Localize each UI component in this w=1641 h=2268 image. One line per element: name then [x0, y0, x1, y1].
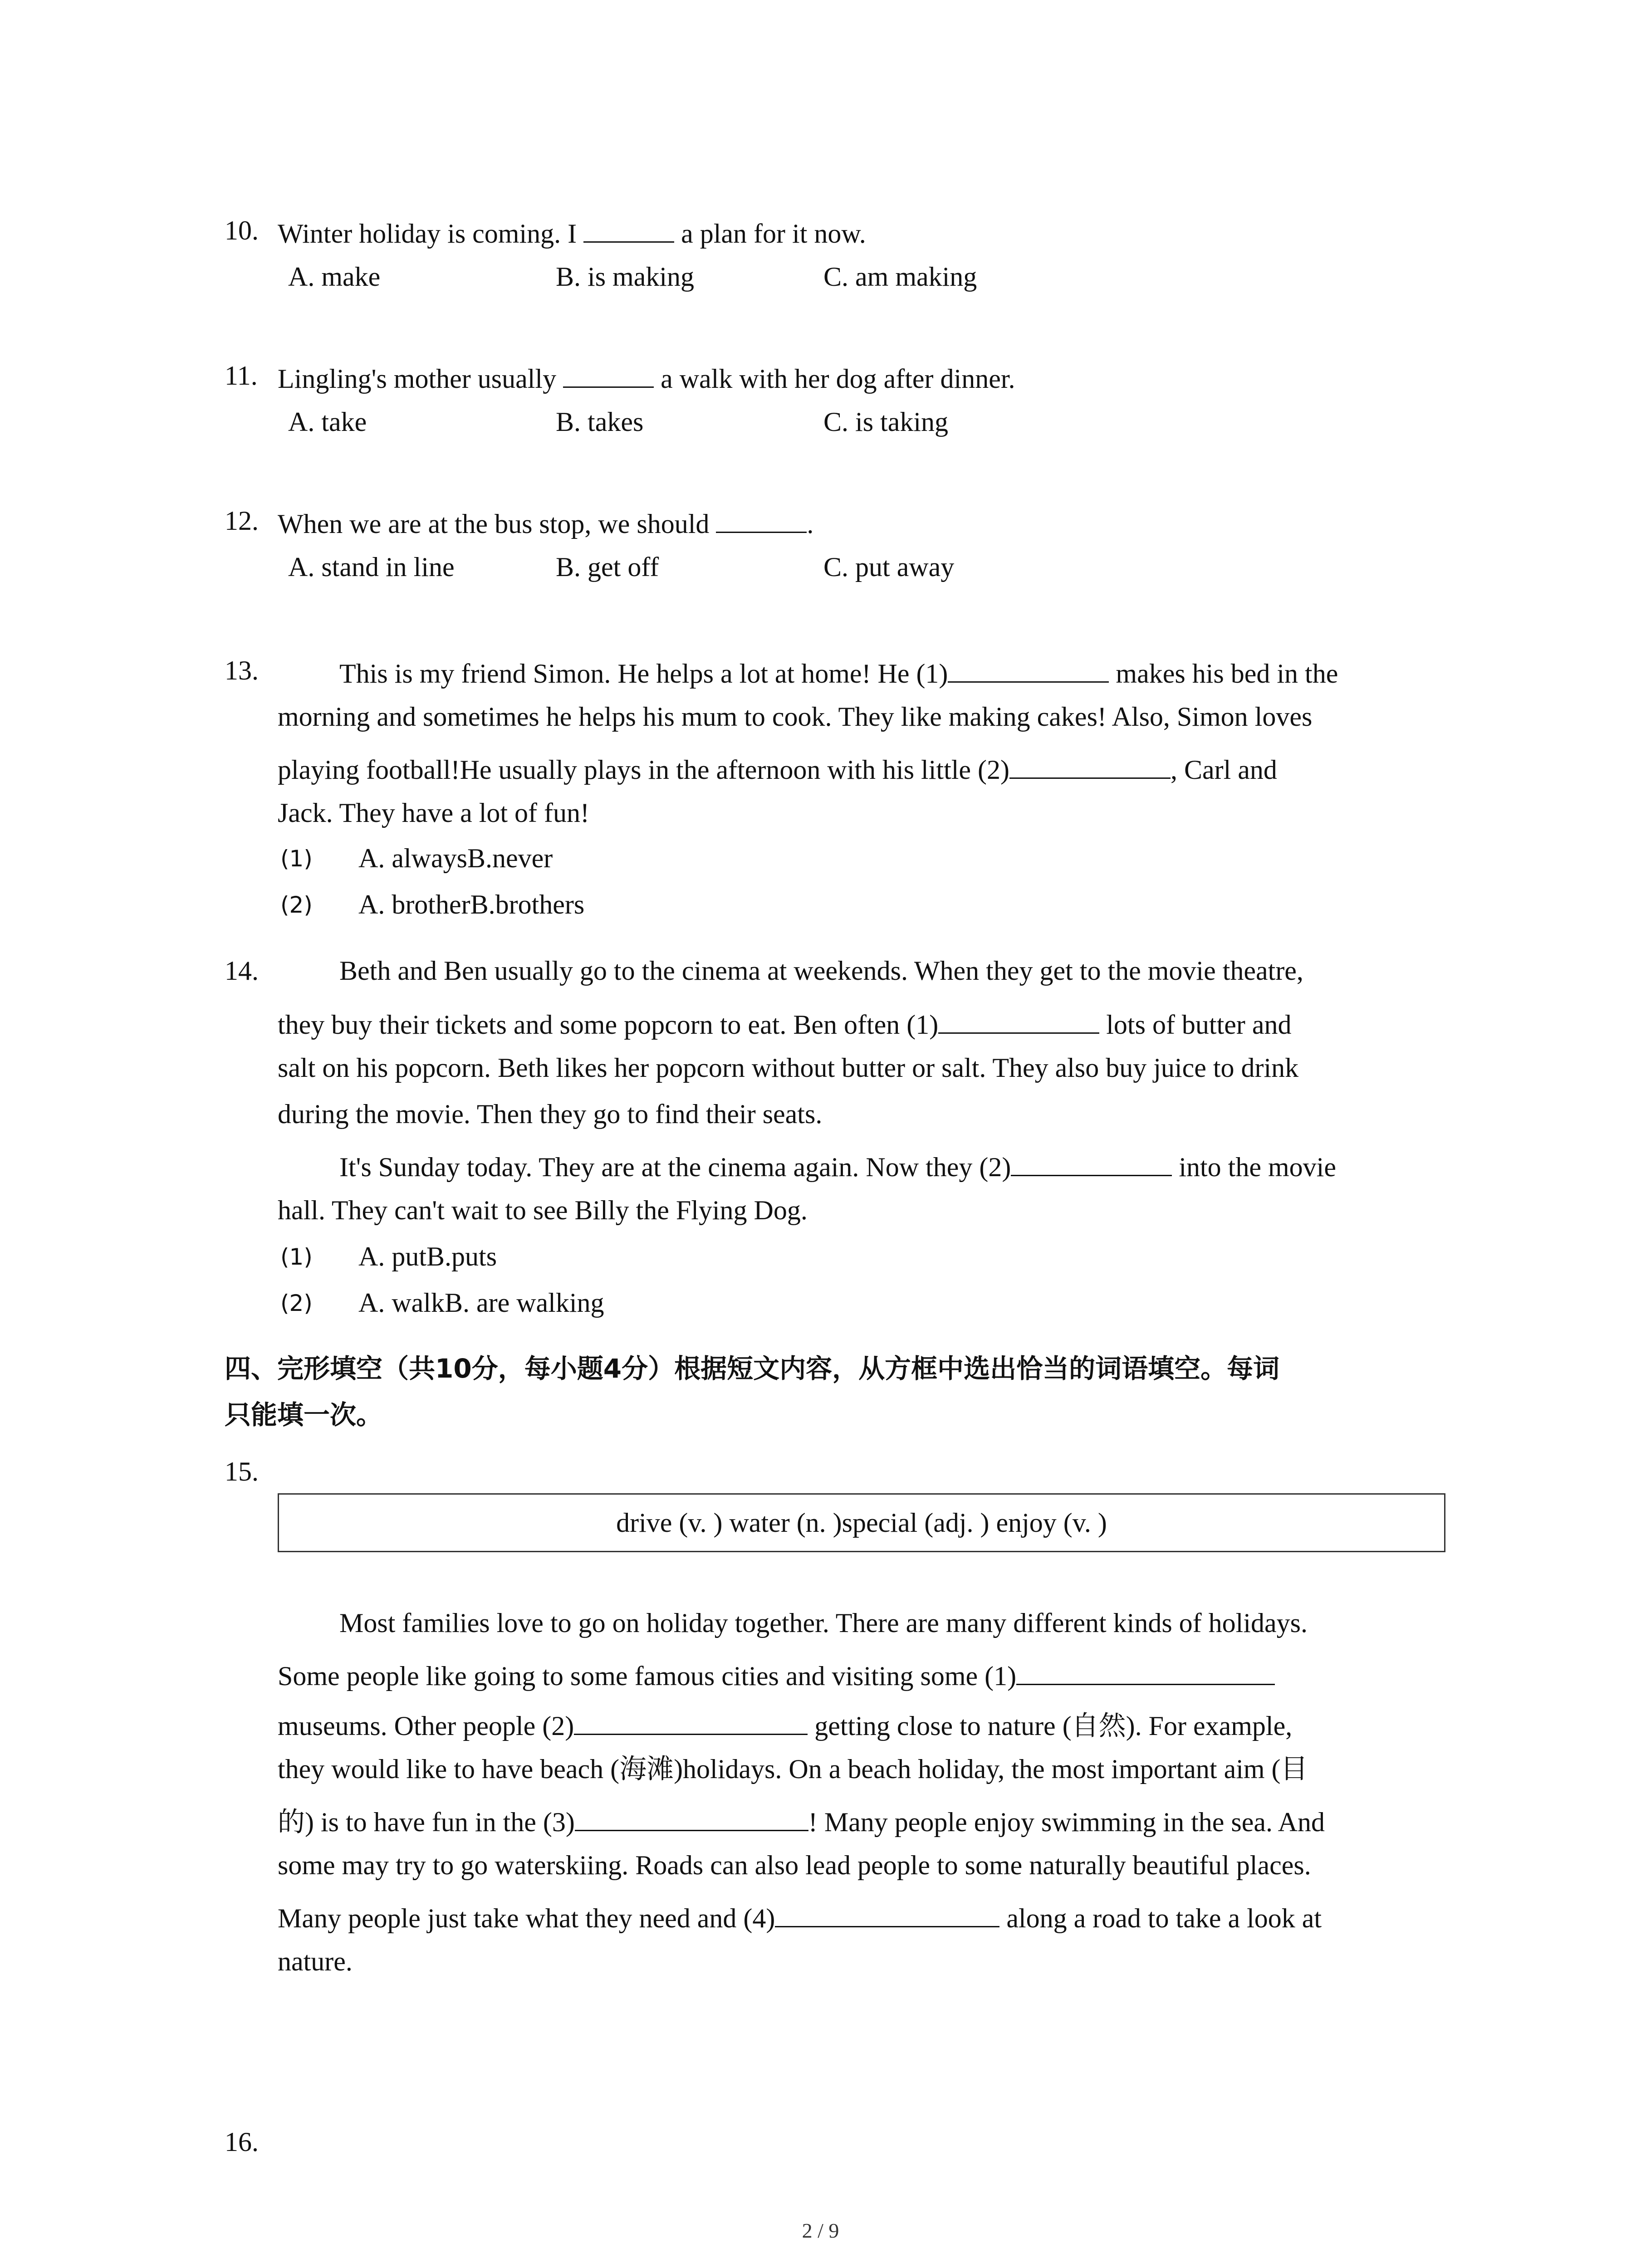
question-number: 13.: [225, 655, 259, 685]
passage-line: hall. They can't wait to see Billy the Flying Dog.: [278, 1195, 808, 1225]
passage-line: during the movie. Then they go to find their seats.: [278, 1099, 823, 1129]
question-number: 12.: [225, 506, 259, 536]
word-box: [278, 1493, 1445, 1552]
passage-text: , Carl and: [1171, 755, 1277, 785]
passage-line: morning and sometimes he helps his mum to cook. They like making cakes! Also, Simon loves: [278, 702, 1313, 732]
option-c[interactable]: C. put away: [823, 552, 955, 582]
passage-line: nature.: [278, 1946, 353, 1976]
sub-question-marker: (2): [280, 892, 313, 918]
passage-text: This is my friend Simon. He helps a lot at home! He (1): [339, 659, 948, 689]
sub-question-marker: (1): [280, 846, 313, 872]
answer-blank[interactable]: [948, 657, 1109, 683]
question-number: 16.: [225, 2127, 259, 2157]
section-heading: 四、完形填空（共10分，每小题4分）根据短文内容，从方框中选出恰当的词语填空。每词: [225, 1353, 1280, 1384]
passage-text: lots of butter and: [1106, 1010, 1292, 1040]
page-number: 2 / 9: [802, 2219, 839, 2242]
passage-text: Some people like going to some famous cities and visiting some (1): [278, 1661, 1017, 1691]
passage-text: along a road to take a look at: [1006, 1903, 1322, 1933]
stem-part: Winter holiday is coming. I: [278, 219, 577, 249]
passage-line: [278, 1659, 1275, 1690]
question-stem: [278, 217, 866, 247]
passage-line: they would like to have beach (海滩)holidays. On a beach holiday, the most important aim (目: [278, 1754, 1308, 1784]
section-heading: 只能填一次。: [225, 1399, 383, 1430]
sub-question-options[interactable]: A. alwaysB.never: [358, 843, 553, 873]
option-c[interactable]: C. am making: [823, 262, 977, 292]
passage-text: makes his bed in the: [1116, 659, 1338, 689]
passage-line: Jack. They have a lot of fun!: [278, 798, 589, 828]
answer-blank[interactable]: [1011, 1150, 1172, 1176]
passage-line: salt on his popcorn. Beth likes her popcorn without butter or salt. They also buy juice to drink: [278, 1053, 1299, 1083]
option-a[interactable]: A. stand in line: [288, 552, 455, 582]
passage-text: playing football!He usually plays in the afternoon with his little (2): [278, 755, 1009, 785]
question-number: 10.: [225, 215, 259, 245]
passage-text: into the movie: [1179, 1152, 1336, 1182]
passage-line: [278, 1805, 1325, 1836]
option-a[interactable]: A. make: [288, 262, 381, 292]
question-number: 11.: [225, 361, 258, 391]
option-b[interactable]: B. takes: [556, 407, 644, 437]
answer-blank[interactable]: [575, 1805, 808, 1831]
option-b[interactable]: B. is making: [556, 262, 695, 292]
option-a[interactable]: A. take: [288, 407, 367, 437]
word-box-text: drive (v. ) water (n. )special (adj. ) enjoy (v. ): [616, 1508, 1107, 1538]
answer-blank[interactable]: [938, 1008, 1099, 1034]
question-number: 15.: [225, 1457, 259, 1486]
option-b[interactable]: B. get off: [556, 552, 659, 582]
stem-part: a walk with her dog after dinner.: [661, 364, 1015, 394]
sub-question-marker: (2): [280, 1290, 313, 1316]
question-number: 14.: [225, 956, 259, 986]
passage-text: 的) is to have fun in the (3): [278, 1807, 575, 1837]
passage-text: It's Sunday today. They are at the cinema again. Now they (2): [339, 1152, 1011, 1182]
passage-text: Many people just take what they need and (4): [278, 1903, 775, 1933]
question-stem: [278, 362, 1015, 392]
passage-line: [278, 1008, 1292, 1038]
sub-question-marker: (1): [280, 1244, 313, 1270]
passage-line: [278, 1709, 1292, 1740]
sub-question-options[interactable]: A. putB.puts: [358, 1242, 497, 1271]
passage-text: ! Many people enjoy swimming in the sea. And: [808, 1807, 1325, 1837]
sub-question-options[interactable]: A. brotherB.brothers: [358, 890, 585, 919]
answer-blank[interactable]: [1016, 1659, 1275, 1685]
passage-line: Beth and Ben usually go to the cinema at weekends. When they get to the movie theatre,: [339, 956, 1303, 986]
stem-part: When we are at the bus stop, we should: [278, 509, 710, 539]
passage-text: getting close to nature (自然). For example,: [814, 1711, 1293, 1741]
answer-blank[interactable]: [583, 217, 674, 243]
passage-line: Most families love to go on holiday together. There are many different kinds of holidays.: [339, 1608, 1308, 1638]
stem-part: a plan for it now.: [681, 219, 866, 249]
answer-blank[interactable]: [563, 362, 654, 388]
answer-blank[interactable]: [775, 1901, 999, 1927]
passage-line: some may try to go waterskiing. Roads can also lead people to some naturally beautiful places.: [278, 1850, 1311, 1880]
stem-part: .: [807, 509, 814, 539]
passage-line: [339, 1150, 1336, 1181]
passage-line: [339, 657, 1338, 687]
answer-blank[interactable]: [1009, 753, 1171, 779]
passage-text: museums. Other people (2): [278, 1711, 574, 1741]
question-stem: [278, 507, 813, 538]
passage-line: [278, 1901, 1322, 1932]
answer-blank[interactable]: [716, 507, 807, 533]
sub-question-options[interactable]: A. walkB. are walking: [358, 1288, 604, 1318]
stem-part: Lingling's mother usually: [278, 364, 557, 394]
passage-text: they buy their tickets and some popcorn to eat. Ben often (1): [278, 1010, 939, 1040]
answer-blank[interactable]: [574, 1709, 808, 1735]
passage-line: [278, 753, 1277, 783]
option-c[interactable]: C. is taking: [823, 407, 949, 437]
